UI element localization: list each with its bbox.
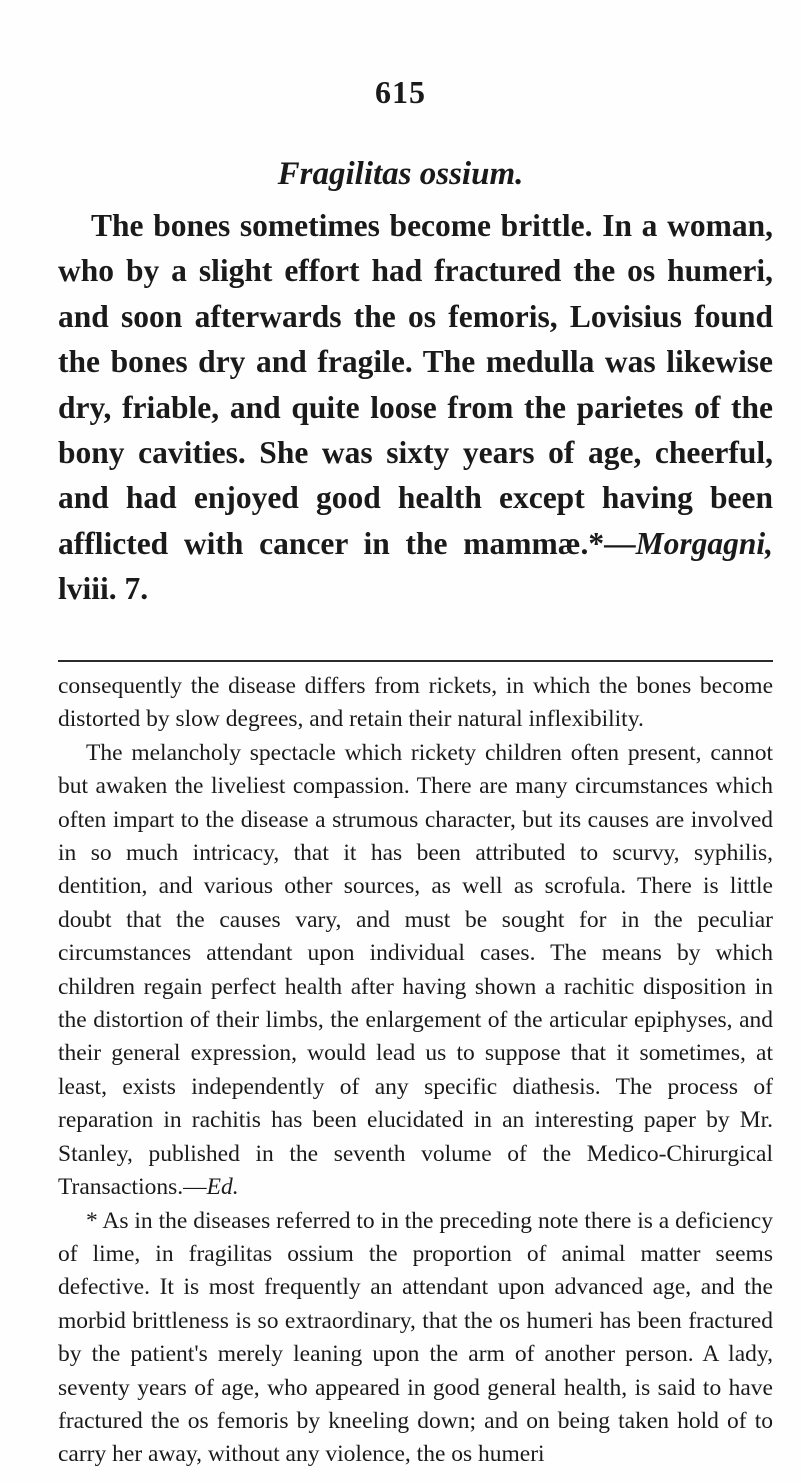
footnote-fragilitas: * As in the diseases referred to in the preceding note there is a deficiency of lime, in fragilitas ossium the proportion of animal matter seems defective. It is most frequently an attendant upon advanced age, and the morbid brittleness is so extraordinary, that the os humeri has been fractured by the patient's merely leaning upon the arm of another person. A lady, seventy years of age, who appeared in good general health, is said to have fractured the os femoris by kneeling down; and on being taken hold of to carry her away, without any violence, the os humeri [58, 1207, 773, 1468]
footnotes [58, 670, 773, 1472]
footnote-divider [58, 660, 773, 662]
main-text [58, 203, 773, 612]
footnote-continuation: consequently the disease differs from rickets, in which the bones become distorted by slow degrees, and retain their natural inflexibility. [58, 673, 773, 733]
editor-mark: Ed. [206, 1174, 239, 1201]
main-paragraph-text: The bones sometimes become brittle. In a woman, who by a slight effort had fractured the os humeri, and soon afterwards the os femoris, Lovisius found the bones dry and fragile. The medulla was likewise dry, friable, and quite loose from the parietes of the bony cavities. She was sixty years of age, cheerful, and had enjoyed good health except having been afflicted with cancer in the mammæ.*— [58, 208, 773, 561]
citation-location: lviii. 7. [58, 571, 149, 607]
page-number: 615 [375, 74, 426, 110]
main-paragraph [58, 203, 773, 612]
footnote-paragraph-rickets-text: The melancholy spectacle which rickety children often present, cannot but awaken the liveliest compassion. There are many circumstances which often impart to the disease a strumous character, but its causes are involved in so much intricacy, that it has been attributed to scurvy, syphilis, dentition, and various other sources, as well as scrofula. There is little doubt that the causes vary, and must be sought for in the peculiar circumstances attendant upon individual cases. The means by which children regain perfect health after having shown a rachitic disposition in the distortion of their limbs, the enlargement of the articular epiphyses, and their general expression, would lead us to suppose that it sometimes, at least, exists independently of any specific diathesis. The process of reparation in rachitis has been elucidated in an interesting paper by Mr. Stanley, published in the seventh volume of the Medico-Chirurgical Transactions.— [58, 739, 773, 1201]
footnote-paragraph-rickets [58, 737, 773, 1205]
citation-author: Morgagni, [635, 525, 773, 561]
section-heading: Fragilitas ossium. [277, 156, 524, 192]
